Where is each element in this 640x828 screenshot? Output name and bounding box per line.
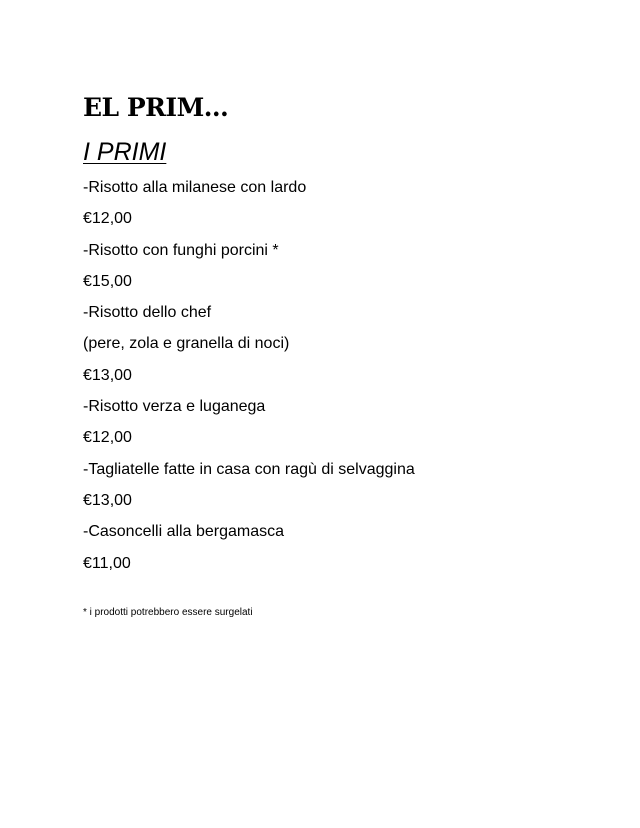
- menu-item-name: -Risotto alla milanese con lardo: [83, 179, 307, 196]
- footnote: * i prodotti potrebbero essere surgelati: [83, 607, 253, 618]
- menu-item-price: €12,00: [83, 210, 132, 228]
- menu-list: [83, 177, 415, 584]
- page-title: EL PRIM…: [83, 93, 229, 122]
- menu-item-price: €11,00: [83, 554, 131, 572]
- menu-item-price: €13,00: [83, 366, 132, 384]
- menu-item-name: -Risotto con funghi porcini *: [83, 241, 279, 259]
- menu-item-price: €13,00: [83, 491, 132, 509]
- menu-item-price: €15,00: [83, 272, 132, 290]
- menu-item-name: -Risotto verza e luganega: [83, 398, 266, 416]
- menu-item-name: -Risotto dello chef: [83, 304, 212, 322]
- menu-item-price: €12,00: [83, 429, 132, 447]
- menu-item-name: -Casoncelli alla bergamasca: [83, 523, 284, 541]
- menu-item-description: (pere, zola e granella di noci): [83, 335, 290, 353]
- section-title: I PRIMI: [83, 138, 167, 166]
- menu-item-name: -Tagliatelle fatte in casa con ragù di selvaggina: [83, 460, 415, 478]
